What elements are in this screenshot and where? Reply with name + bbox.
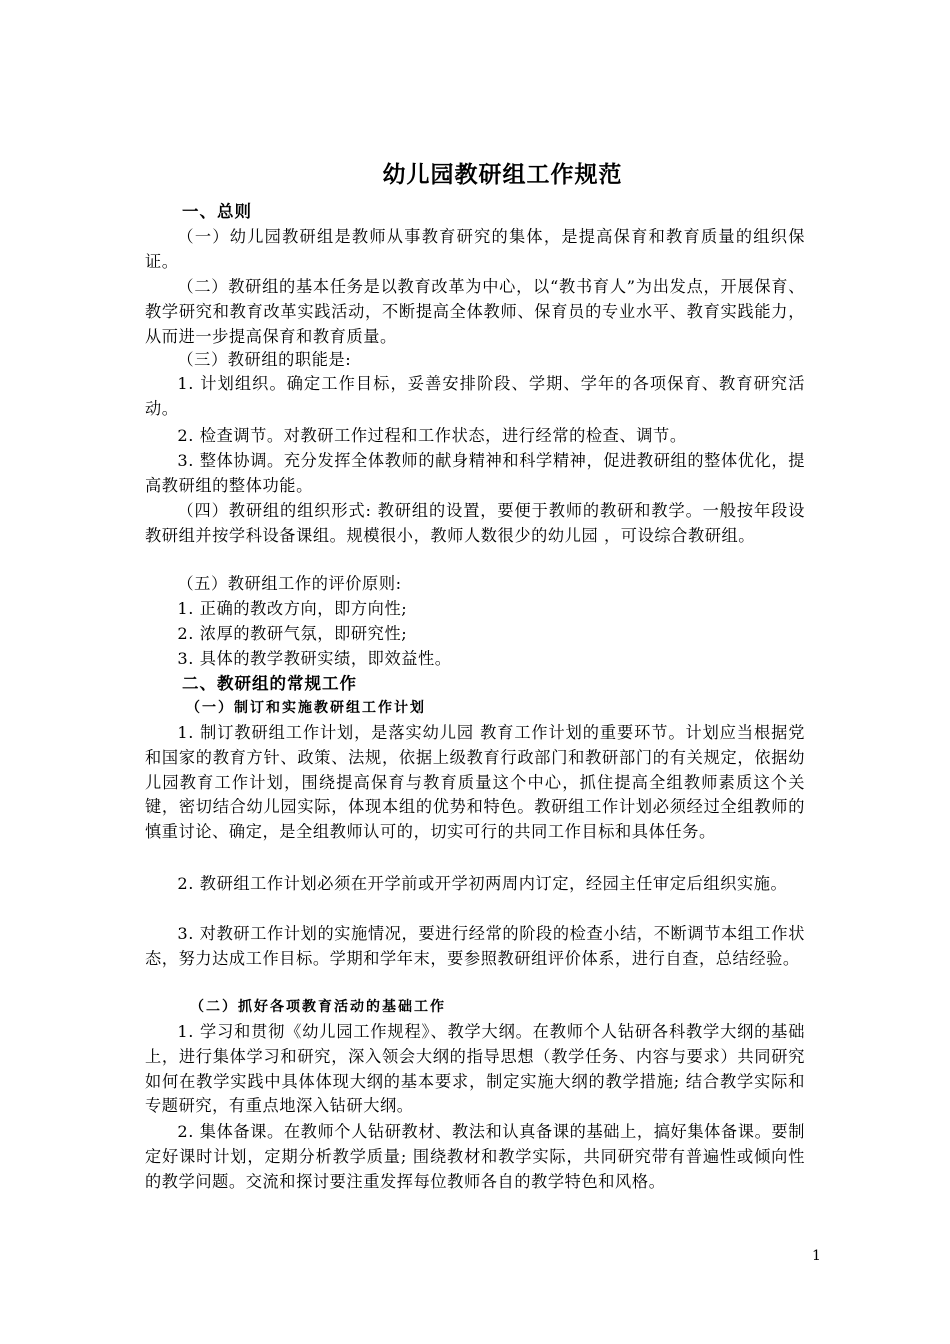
paragraph: （四）教研组的组织形式: 教研组的设置，要便于教师的教研和教学。一般按年段设教研组并按学科设备课组。规模很小，教师人数很少的幼儿园 ，可设综合教研组。: [145, 501, 805, 545]
paragraph: （五）教研组工作的评价原则:: [177, 574, 402, 593]
document-title: 幼儿园教研组工作规范: [382, 162, 623, 188]
paragraph: 3. 整体协调。充分发挥全体教师的献身精神和科学精神，促进教研组的整体优化，提高教研组的整体功能。: [145, 451, 805, 495]
paragraph: （二）教研组的基本任务是以教育改革为中心，以“教书育人”为出发点，开展保育、教学研究和教育改革实践活动，不断提高全体教师、保育员的专业水平、教育实践能力，从而进一步提高保育和教育质量。: [145, 277, 805, 346]
paragraph: 1. 计划组织。确定工作目标，妥善安排阶段、学期、学年的各项保育、教育研究活动。: [145, 374, 805, 418]
subsection-heading-plan: （一）制订和实施教研组工作计划: [186, 700, 426, 716]
paragraph: 2. 教研组工作计划必须在开学前或开学初两周内订定，经园主任审定后组织实施。: [177, 874, 788, 893]
section-heading-general: 一、总则: [182, 202, 252, 221]
paragraph: 2. 检查调节。对教研工作过程和工作状态，进行经常的检查、调节。: [177, 426, 687, 445]
paragraph: 1. 制订教研组工作计划，是落实幼儿园 教育工作计划的重要环节。计划应当根据党和国家的教育方针、政策、法规，依据上级教育行政部门和教研部门的有关规定，依据幼儿园教育工作计划，围绕提高保育与教育质量这个中心，抓住提高全组教师素质这个关键，密切结合幼儿园实际，体现本组的优势和特色。教研组工作计划必须经过全组教师的慎重讨论、确定，是全组教师认可的，切实可行的共同工作目标和具体任务。: [145, 723, 805, 842]
paragraph: 3. 对教研工作计划的实施情况，要进行经常的阶段的检查小结，不断调节本组工作状态，努力达成工作目标。学期和学年末，要参照教研组评价体系，进行自查，总结经验。: [145, 924, 805, 968]
section-heading-routine-work: 二、教研组的常规工作: [182, 674, 357, 693]
subsection-heading-basic-work: （二）抓好各项教育活动的基础工作: [190, 999, 446, 1015]
paragraph: （一）幼儿园教研组是教师从事教育研究的集体，是提高保育和教育质量的组织保证。: [145, 227, 805, 271]
page-number: 1: [812, 1248, 821, 1264]
paragraph: 2. 集体备课。在教师个人钻研教材、教法和认真备课的基础上，搞好集体备课。要制定好课时计划，定期分析教学质量; 围绕教材和教学实际，共同研究带有普遍性或倾向性的教学问题。交流和探讨要注重发挥每位教师各自的教学特色和风格。: [145, 1122, 805, 1191]
paragraph: （三）教研组的职能是:: [177, 350, 352, 369]
paragraph: 2. 浓厚的教研气氛，即研究性;: [177, 624, 408, 643]
paragraph: 1. 正确的教改方向，即方向性;: [177, 599, 408, 618]
paragraph: 3. 具体的教学教研实绩，即效益性。: [177, 649, 452, 668]
paragraph: 1. 学习和贯彻《幼儿园工作规程》、教学大纲。在教师个人钻研各科教学大纲的基础上，进行集体学习和研究，深入领会大纲的指导思想（教学任务、内容与要求）共同研究如何在教学实践中具体体现大纲的基本要求，制定实施大纲的教学措施; 结合教学实际和专题研究，有重点地深入钻研大纲。: [145, 1022, 805, 1116]
